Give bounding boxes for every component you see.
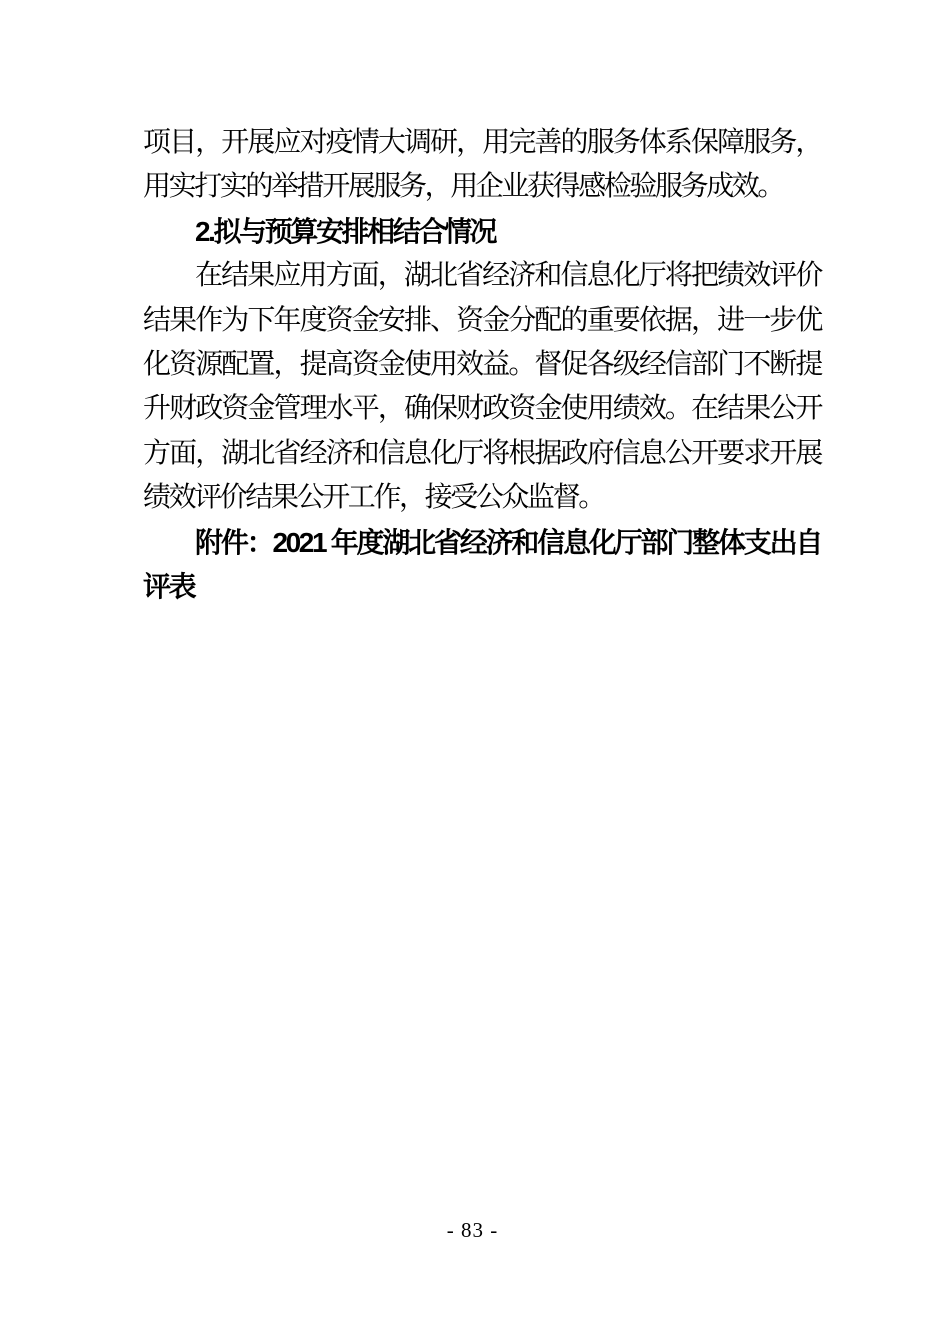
page-number: - 83 -: [446, 1218, 499, 1242]
paragraph-service-measures: [143, 121, 821, 210]
text-line: 绩效评价结果公开工作，接受公众监督。: [143, 482, 604, 514]
attachment-note: [143, 521, 821, 610]
text-line: 项目，开展应对疫情大调研，用完善的服务体系保障服务，: [143, 127, 821, 158]
paragraph-result-application: [143, 254, 821, 520]
text-line: 化资源配置，提高资金使用效益。督促各级经信部门不断提: [143, 348, 821, 380]
text-line: 方面，湖北省经济和信息化厅将根据政府信息公开要求开展: [143, 437, 821, 469]
attachment-note-line: 附件：2021 年度湖北省经济和信息化厅部门整体支出自: [195, 526, 821, 558]
text-line: 用实打实的举措开展服务，用企业获得感检验服务成效。: [143, 171, 784, 203]
text-line: 升财政资金管理水平，确保财政资金使用绩效。在结果公开: [143, 393, 821, 425]
text-line: 结果作为下年度资金安排、资金分配的重要依据，进一步优: [143, 304, 821, 336]
text-line: 在结果应用方面，湖北省经济和信息化厅将把绩效评价: [195, 260, 821, 292]
attachment-note-line: 评表: [143, 570, 195, 602]
document-body: [143, 121, 821, 609]
heading-budget-integration: 2.拟与预算安排相结合情况: [195, 215, 496, 247]
